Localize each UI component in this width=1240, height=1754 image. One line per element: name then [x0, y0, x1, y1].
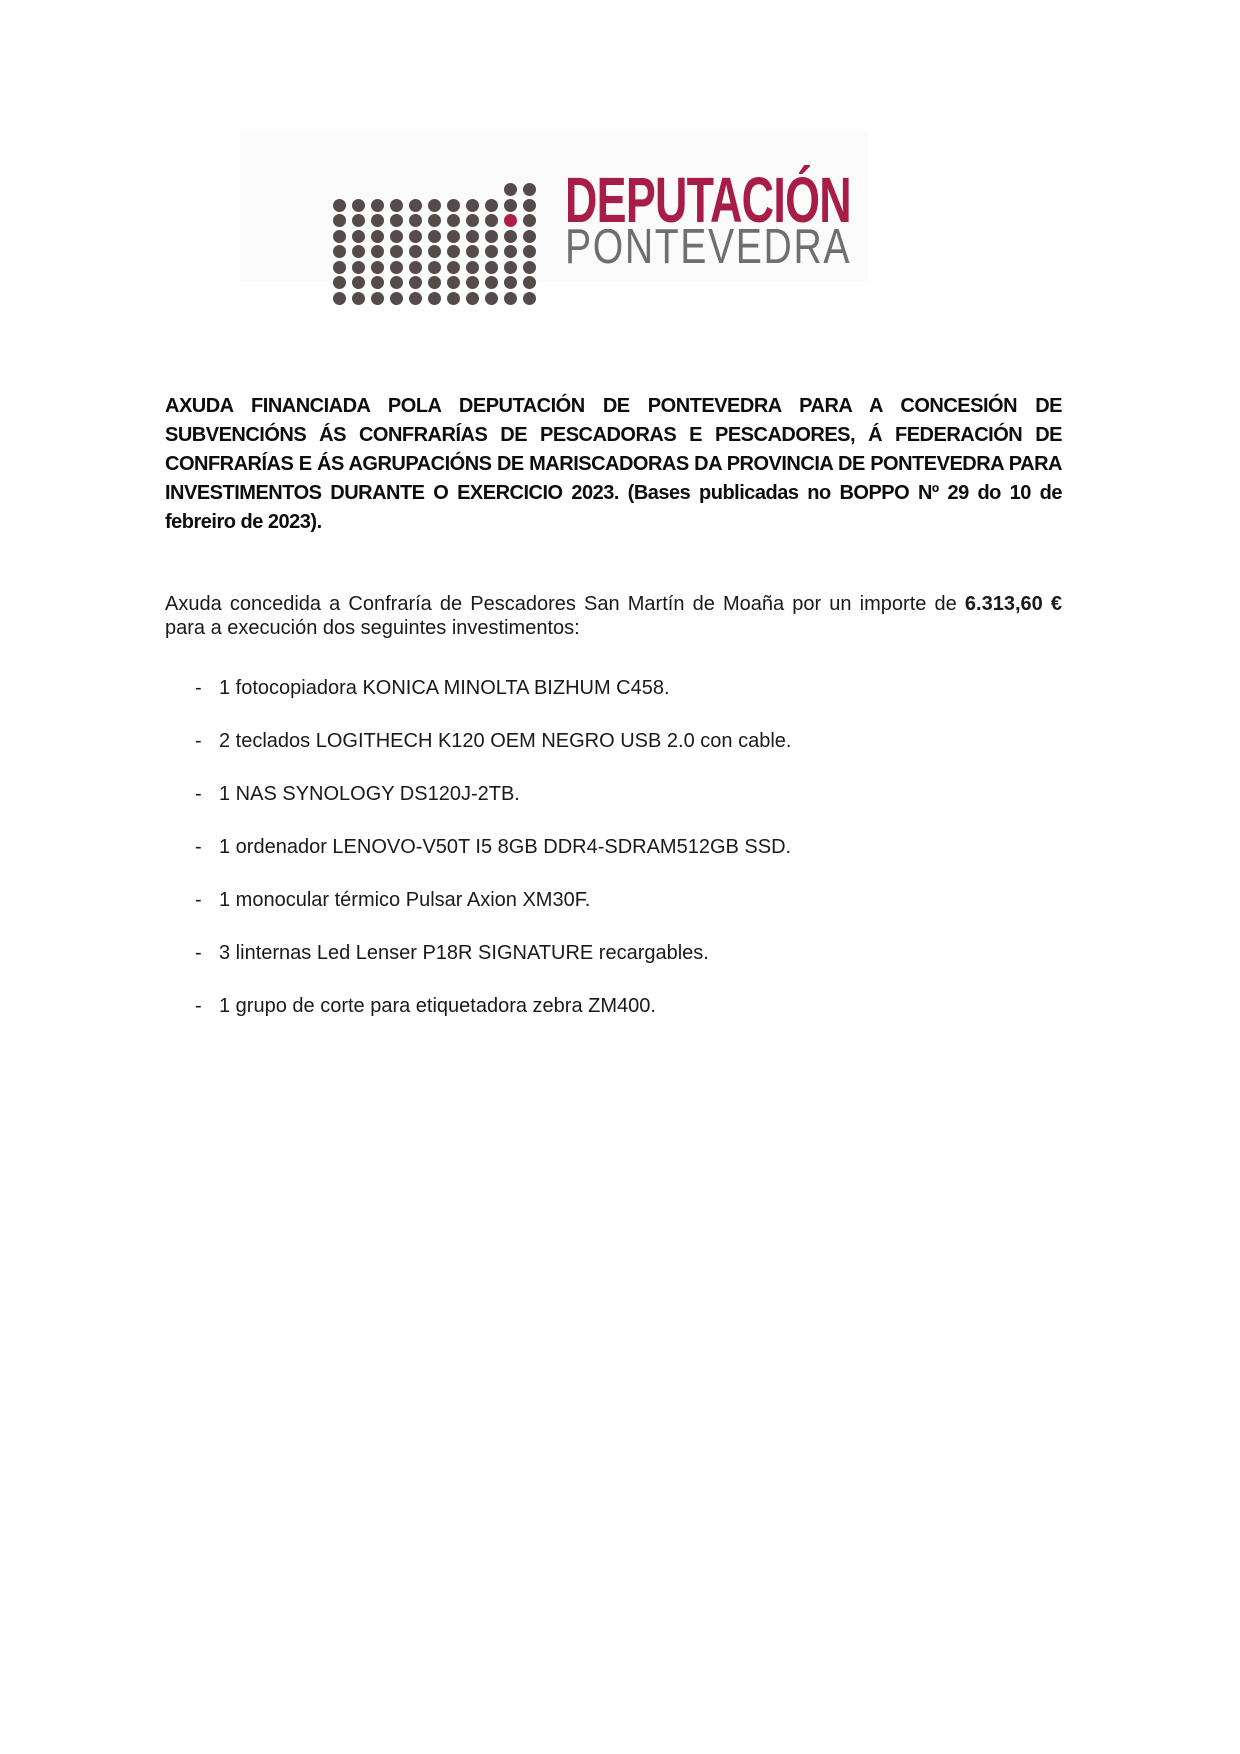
logo-dot	[466, 245, 479, 258]
list-item	[165, 729, 1062, 753]
logo-dot	[390, 292, 403, 305]
logo-accent-dot	[504, 214, 517, 227]
logo-dot	[523, 261, 536, 274]
logo-dot	[523, 230, 536, 243]
logo-dot	[371, 292, 384, 305]
list-item-dash: -	[195, 942, 202, 964]
logo-dot	[504, 183, 517, 196]
logo-dot	[447, 261, 460, 274]
list-item-dash: -	[195, 783, 202, 805]
list-item-text: 2 teclados LOGITHECH K120 OEM NEGRO USB 2.0 con cable.	[219, 730, 792, 752]
list-item-text: 1 monocular térmico Pulsar Axion XM30F.	[219, 889, 591, 911]
logo-dot	[333, 292, 346, 305]
logo-dot	[333, 245, 346, 258]
logo-dot	[504, 261, 517, 274]
logo-dot	[371, 230, 384, 243]
logo-dot	[352, 261, 365, 274]
logo-dot	[466, 214, 479, 227]
investment-list	[165, 676, 1062, 1047]
grant-header-paragraph: AXUDA FINANCIADA POLA DEPUTACIÓN DE PONTEVEDRA PARA A CONCESIÓN DE SUBVENCIÓNS ÁS CONFRARÍAS DE PESCADORAS E PESCADORES, Á FEDERACIÓN DE CONFRARÍAS E ÁS AGRUPACIÓNS DE MARISCADORAS DA PROVINCIA DE PONTEVEDRA PARA INVESTIMENTOS DURANTE O EXERCICIO 2023. (Bases publicadas no BOPPO Nº 29 do 10 de febreiro de 2023).	[165, 395, 1062, 533]
logo-dot	[466, 292, 479, 305]
logo-dot	[447, 199, 460, 212]
logo-dot	[428, 214, 441, 227]
logo-dot	[409, 276, 422, 289]
list-item	[165, 835, 1062, 859]
logo-dot	[485, 214, 498, 227]
list-item-text: 3 linternas Led Lenser P18R SIGNATURE recargables.	[219, 942, 709, 964]
logo-title: DEPUTACIÓN	[565, 164, 851, 236]
logo-dot	[485, 276, 498, 289]
logo-dot	[352, 276, 365, 289]
logo-dot	[523, 276, 536, 289]
logo-dot	[504, 292, 517, 305]
logo-dot	[428, 292, 441, 305]
list-item	[165, 941, 1062, 965]
logo-dot	[428, 199, 441, 212]
intro-text-after-amount: para a execución dos seguintes investimentos:	[165, 617, 580, 639]
logo-dot	[447, 214, 460, 227]
logo-dot	[352, 245, 365, 258]
logo-dot	[371, 276, 384, 289]
logo-dot	[485, 292, 498, 305]
logo-dot	[447, 230, 460, 243]
deputacion-pontevedra-logo	[240, 130, 868, 282]
logo-dot	[504, 199, 517, 212]
logo-dot	[390, 261, 403, 274]
list-item-dash: -	[195, 677, 202, 699]
list-item	[165, 676, 1062, 700]
logo-dot	[466, 261, 479, 274]
intro-text-before-amount: Axuda concedida a Confraría de Pescadores San Martín de Moaña por un importe de	[165, 593, 965, 615]
logo-dot	[409, 292, 422, 305]
logo-dot	[428, 230, 441, 243]
logo-dot	[409, 230, 422, 243]
logo-dot	[371, 245, 384, 258]
list-item-text: 1 NAS SYNOLOGY DS120J-2TB.	[219, 783, 520, 805]
logo-dot	[523, 183, 536, 196]
logo-dot	[523, 199, 536, 212]
logo-dot	[466, 199, 479, 212]
list-item	[165, 888, 1062, 912]
logo-dot	[371, 214, 384, 227]
logo-dot	[485, 199, 498, 212]
logo-dot	[466, 230, 479, 243]
logo-dot	[447, 245, 460, 258]
list-item	[165, 994, 1062, 1018]
logo-dot	[352, 199, 365, 212]
logo-dot	[428, 245, 441, 258]
list-item-dash: -	[195, 995, 202, 1017]
list-item-text: 1 ordenador LENOVO-V50T I5 8GB DDR4-SDRAM512GB SSD.	[219, 836, 792, 858]
logo-dot	[390, 245, 403, 258]
logo-dot	[504, 230, 517, 243]
logo-subtitle: PONTEVEDRA	[565, 220, 852, 274]
grant-intro-paragraph	[165, 592, 1062, 640]
list-item-dash: -	[195, 889, 202, 911]
logo-dot	[352, 292, 365, 305]
logo-dot	[333, 261, 346, 274]
logo-dot	[447, 276, 460, 289]
logo-dot	[390, 230, 403, 243]
list-item-text: 1 grupo de corte para etiquetadora zebra ZM400.	[219, 995, 656, 1017]
list-item-text: 1 fotocopiadora KONICA MINOLTA BIZHUM C458.	[219, 677, 670, 699]
logo-dot	[409, 261, 422, 274]
logo-dot	[523, 214, 536, 227]
logo-dot	[371, 261, 384, 274]
logo-dot	[447, 292, 460, 305]
logo-dot	[409, 199, 422, 212]
grant-amount: 6.313,60 €	[964, 593, 1062, 615]
logo-dot	[409, 245, 422, 258]
logo-dot	[333, 214, 346, 227]
logo-dot	[333, 230, 346, 243]
logo-dot	[428, 261, 441, 274]
logo-dot	[485, 230, 498, 243]
logo-dot	[485, 245, 498, 258]
logo-dot	[485, 261, 498, 274]
logo-dot	[504, 245, 517, 258]
logo-dot-grid-icon	[240, 130, 540, 282]
logo-dot	[352, 214, 365, 227]
logo-dot	[523, 245, 536, 258]
list-item-dash: -	[195, 836, 202, 858]
logo-dot	[390, 199, 403, 212]
logo-dot	[504, 276, 517, 289]
logo-dot	[409, 214, 422, 227]
list-item	[165, 782, 1062, 806]
logo-dot	[523, 292, 536, 305]
list-item-dash: -	[195, 730, 202, 752]
logo-dot	[371, 199, 384, 212]
logo-dot	[390, 276, 403, 289]
logo-dot	[352, 230, 365, 243]
logo-dot	[333, 199, 346, 212]
logo-dot	[466, 276, 479, 289]
logo-dot	[390, 214, 403, 227]
logo-dot	[333, 276, 346, 289]
logo-dot	[428, 276, 441, 289]
